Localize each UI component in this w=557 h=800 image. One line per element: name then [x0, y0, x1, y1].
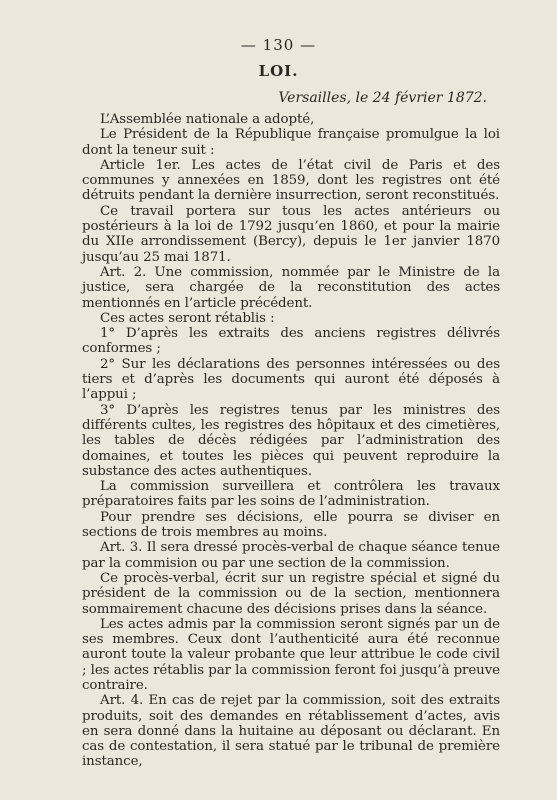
law-text — [82, 112, 500, 770]
paragraph: Ces actes seront rétablis : — [100, 310, 275, 326]
paragraph: 2° Sur les déclarations des personnes intéressées ou des tiers et d’après les documents qui auront été déposés à l’appui ; — [82, 356, 500, 403]
paragraph: Art. 2. Une commission, nommée par le Ministre de la justice, sera chargée de la reconstitution des actes mentionnés en l’article précédent. — [82, 264, 500, 311]
place-date: Versailles, le 24 février 1872. — [278, 90, 487, 106]
paragraph: Le Président de la République française promulgue la loi dont la teneur suit : — [82, 127, 500, 158]
paragraph: Ce travail portera sur tous les actes antérieurs ou postérieurs à la loi de 1792 jusqu’en 1860, et pour la mairie du XIIe arrondissement (Bercy), depuis le 1er janvier 1870 jusqu’au 25 mai 1871. — [82, 203, 500, 265]
paragraph: 3° D’après les registres tenus par les ministres des différents cultes, les registres des hôpitaux et des cimetières, les tables de décès rédigées par l’administration des domaines, et toutes les pièces qui peuvent reproduire la substance des actes authentiques. — [82, 402, 500, 479]
document-title: LOI. — [258, 62, 299, 80]
paragraph: L’Assemblée nationale a adopté, — [100, 112, 315, 127]
paragraph: Les actes admis par la commission seront signés par un de ses membres. Ceux dont l’authenticité aura été reconnue auront toute la valeur probante que leur attribue le code civil ; les actes rétablis par la commission feront foi jusqu’à preuve contraire. — [82, 616, 500, 693]
paragraph: Pour prendre ses décisions, elle pourra se diviser en sections de trois membres au moins. — [82, 509, 500, 541]
paragraph: La commission surveillera et contrôlera les travaux préparatoires faits par les soins de l’administration. — [82, 479, 500, 510]
paragraph: Article 1er. Les actes de l’état civil de Paris et des communes y annexées en 1859, dont les registres ont été détruits pendant la dernière insurrection, seront reconstitués. — [82, 157, 500, 204]
paragraph: Ce procès-verbal, écrit sur un registre spécial et signé du président de la commission ou de la section, mentionnera sommairement chacune des décisions prises dans la séance. — [82, 570, 500, 617]
page-number: — 130 — — [240, 36, 317, 54]
paragraph: 1° D’après les extraits des anciens registres délivrés conformes ; — [82, 326, 500, 357]
paragraph: Art. 4. En cas de rejet par la commission, soit des extraits produits, soit des demandes en rétablissement d’actes, avis en sera donné dans la huitaine au déposant ou déclarant. En cas de contestation, il sera statué par le tribunal de première instance, — [82, 693, 500, 770]
paragraph: Art. 3. Il sera dressé procès-verbal de chaque séance tenue par la commision ou par une section de la commission. — [82, 540, 500, 571]
